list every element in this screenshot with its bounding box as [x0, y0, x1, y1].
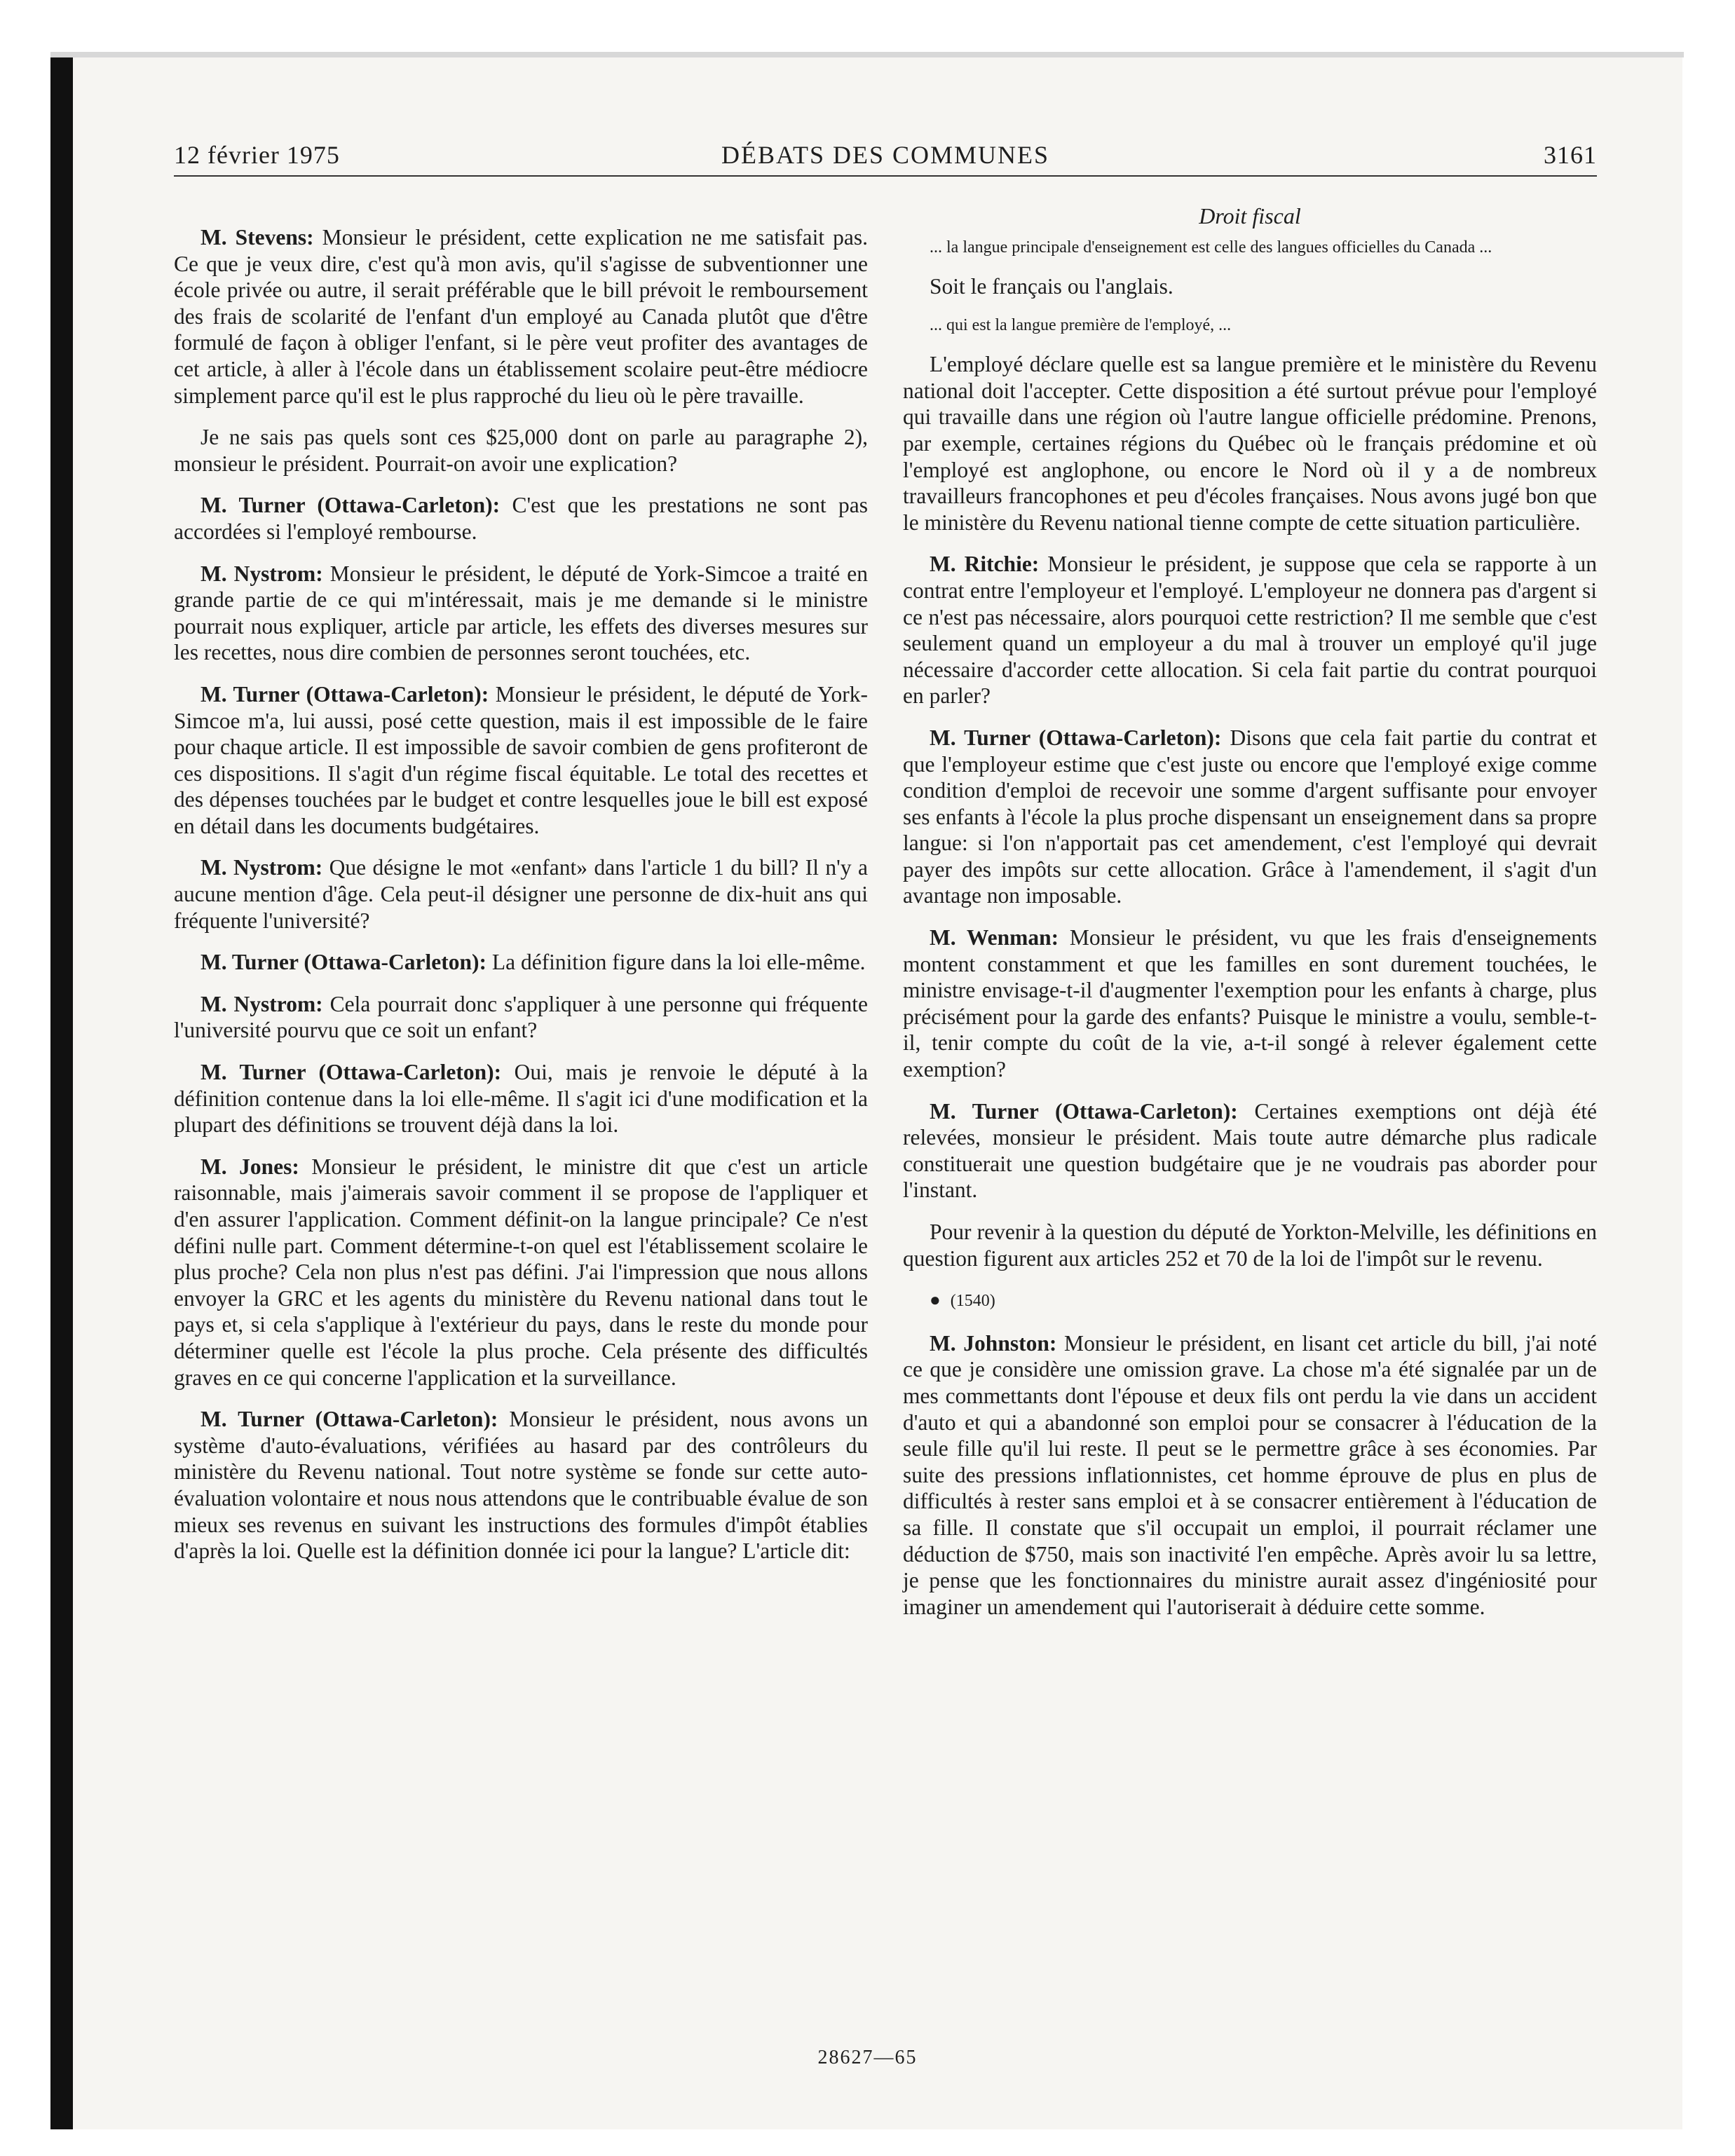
- paragraph: [903, 1330, 1597, 1621]
- paragraph: [174, 854, 868, 934]
- speaker-name: M. Turner (Ottawa-Carleton):: [930, 1098, 1238, 1124]
- paragraph-text: L'employé déclare quelle est sa langue première et le ministère du Revenu national doit l'accepter. Cette disposition a été surtout prévue pour l'employé qui travaille dans une région où l'autre langue officielle prédomine. Prenons, par exemple, certaines régions du Québec où le français prédomine et où l'employé est anglophone, ou encore le Nord où il y a de nombreux travailleurs francophones et peu d'écoles françaises. Nous avons jugé bon que le ministère du Revenu national tienne compte de cette situation particulière.: [903, 352, 1597, 535]
- right-column: [903, 203, 1597, 1635]
- speaker-name: M. Ritchie:: [930, 552, 1040, 577]
- paragraph-text: La définition figure dans la loi elle-même.: [486, 950, 866, 975]
- paragraph: [903, 725, 1597, 909]
- speaker-name: M. Nystrom:: [200, 855, 323, 880]
- speaker-name: M. Turner (Ottawa-Carleton):: [200, 1060, 502, 1085]
- paragraph-text: Monsieur le président, le ministre dit que c'est un article raisonnable, mais j'aimerais savoir comment il se propose de l'appliquer et d'en assurer l'application. Comment définit-on la langue principale? Ce n'est défini nulle part. Comment détermine-t-on quel est l'établissement scolaire le plus proche? Cela non plus n'est pas défini. J'ai l'impression que nous allons envoyer la GRC et les agents du ministère du Revenu national dans tout le pays et, si cela s'applique à l'extérieur du pays, dans le reste du monde pour déterminer quelle est l'école la plus proche. Cela présente des difficultés graves en ce qui concerne l'application et la surveillance.: [174, 1154, 868, 1390]
- paragraph: [174, 991, 868, 1044]
- page-header: [174, 140, 1597, 174]
- paragraph-text: Certaines exemptions ont déjà été relevées, monsieur le président. Mais toute autre démarche plus radicale constituerait une question budgétaire que je ne voudrais pas aborder pour l'instant.: [903, 1098, 1597, 1203]
- paragraph: [174, 1154, 868, 1391]
- paragraph-text: Pour revenir à la question du député de Yorkton-Melville, les définitions en question figurent aux articles 252 et 70 de la loi de l'impôt sur le revenu.: [903, 1220, 1597, 1271]
- paragraph: [174, 492, 868, 545]
- paragraph-text: Oui, mais je renvoie le député à la définition contenue dans la loi elle-même. Il s'agit ici d'une modification et la plupart des définitions se trouvent déjà dans la loi.: [174, 1060, 868, 1138]
- header-title: DÉBATS DES COMMUNES: [721, 141, 1050, 169]
- right-paragraphs-a: [903, 351, 1597, 1271]
- speaker-name: M. Wenman:: [930, 925, 1059, 950]
- paragraph-text: Monsieur le président, nous avons un système d'auto-évaluations, vérifiées au hasard par des contrôleurs du ministère du Revenu national. Tout notre système se fonde sur cette auto-évaluation volontaire et nous nous attendons que le contribuable évalue de son mieux ses revenus en suivant les instructions des formules d'impôt établies d'après la loi. Quelle est la définition donnée ici pour la langue? L'article dit:: [174, 1407, 868, 1564]
- paragraph: [174, 1059, 868, 1138]
- paragraph: [174, 949, 868, 976]
- section-title: Droit fiscal: [1199, 203, 1301, 228]
- speaker-name: M. Turner (Ottawa-Carleton):: [200, 950, 487, 975]
- paragraph-text: Monsieur le président, cette explication ne me satisfait pas. Ce que je veux dire, c'est qu'à mon avis, qu'il s'agisse de subventionner une école privée ou autre, il serait préférable que le bill prévoit le remboursement des frais de scolarité de l'enfant d'un employé au Canada plutôt que d'être formulé de façon à obliger l'enfant, si le père veut profiter des avantages de cet article, à aller à l'école dans un établissement scolaire peut-être médiocre simplement parce qu'il est le plus rapproché du lieu où le père travaille.: [174, 225, 868, 408]
- speaker-name: M. Stevens:: [200, 225, 314, 250]
- bullet-icon: ●: [930, 1290, 941, 1311]
- paragraph-text: Je ne sais pas quels sont ces $25,000 dont on parle au paragraphe 2), monsieur le président. Pourrait-on avoir une explication?: [174, 425, 868, 476]
- header-rule: [174, 175, 1597, 177]
- paragraph: [903, 351, 1597, 535]
- paragraph: [174, 681, 868, 840]
- left-spacer: [174, 203, 868, 224]
- page-footer-code: 28627—65: [817, 2047, 918, 2068]
- paragraph-text: Monsieur le président, le député de York-Simcoe a traité en grande partie de ce qui m'intéressait, mais je me demande si le ministre pourrait nous expliquer, article par article, les effets des diverses mesures sur les recettes, nous dire combien de personnes seront touchées, etc.: [174, 561, 868, 665]
- paragraph-text: Que désigne le mot «enfant» dans l'article 1 du bill? Il n'y a aucune mention d'âge. Cela peut-il désigner une personne de dix-huit ans qui fréquente l'université?: [174, 855, 868, 933]
- paragraph-text: C'est que les prestations ne sont pas accordées si l'employé rembourse.: [174, 493, 869, 544]
- paragraph: [174, 561, 868, 666]
- speaker-name: M. Turner (Ottawa-Carleton):: [930, 725, 1222, 750]
- speaker-name: M. Johnston:: [930, 1330, 1057, 1356]
- paragraph-text: Monsieur le président, je suppose que cela se rapporte à un contrat entre l'employeur et l'employé. L'employeur ne donnera pas d'argent si ce n'est pas nécessaire, alors pourquoi cette restriction? Il me semble que c'est seulement quand un employeur a du mal à trouver un employé qu'il juge nécessaire d'accorder cette allocation. Si cela fait partie du contrat pourquoi en parler?: [903, 552, 1597, 709]
- paragraph: [174, 224, 868, 409]
- time-marker: [903, 1287, 1597, 1315]
- scan-edge-left: [50, 52, 73, 2129]
- right-paragraphs-b: [903, 1330, 1597, 1621]
- paragraph: [903, 1098, 1597, 1203]
- paragraph-line-1: Soit le français ou l'anglais.: [930, 273, 1173, 299]
- speaker-name: M. Nystrom:: [200, 991, 323, 1016]
- paragraph-text: Monsieur le président, en lisant cet article du bill, j'ai noté ce que je considère une omission grave. La chose m'a été signalée par un de mes commettants dont l'épouse et deux fils ont perdu la vie dans un accident d'auto et qui a abandonné son emploi pour se consacrer à l'éducation de la seule fille qu'il lui reste. Il peut se le permettre grâce à ses économies. Par suite des pressions inflationnistes, cet homme éprouve de plus en plus de difficultés à rester sans emploi et à se consacrer entièrement à l'éducation de sa fille. Il constate que s'il occupait un emploi, il pourrait réclamer une déduction de $750, mais son inactivité l'en empêche. Après avoir lu sa lettre, je pense que les fonctionnaires du ministre aurait assez d'ingéniosité pour imaginer un amendement qui l'autoriserait à déduire cette somme.: [903, 1330, 1598, 1619]
- paragraph-text: Disons que cela fait partie du contrat et que l'employeur estime que c'est juste ou encore que l'employé exige comme condition d'emploi de recevoir une somme d'argent suffisante pour envoyer ses enfants à l'école la plus proche dispensant un enseignement dans sa propre langue: si l'on n'apportait pas cet amendement, c'est l'employé qui devrait payer des impôts sur cette allocation. Grâce à l'amendement, il s'agit d'un avantage non imposable.: [903, 725, 1597, 908]
- speaker-name: M. Turner (Ottawa-Carleton):: [200, 1407, 498, 1432]
- paragraph: [903, 1219, 1597, 1271]
- quote-2: ... qui est la langue première de l'employé, ...: [930, 316, 1232, 335]
- header-page-number: 3161: [1544, 141, 1597, 169]
- speaker-name: M. Nystrom:: [200, 561, 323, 586]
- paragraph: [903, 551, 1597, 709]
- paragraph: [174, 1406, 868, 1564]
- speaker-name: M. Jones:: [200, 1154, 299, 1179]
- speaker-name: M. Turner (Ottawa-Carleton):: [200, 493, 501, 518]
- header-date: 12 février 1975: [174, 141, 340, 169]
- quote-1: ... la langue principale d'enseignement est celle des langues officielles du Canada ...: [930, 238, 1492, 257]
- paragraph: [174, 424, 868, 477]
- scan-edge-top: [50, 52, 1684, 57]
- left-column: [174, 203, 868, 1580]
- speaker-name: M. Turner (Ottawa-Carleton):: [200, 681, 489, 707]
- paragraph-text: Monsieur le président, le député de York-Simcoe m'a, lui aussi, posé cette question, mais il est impossible de le faire pour chaque article. Il est impossible de savoir combien de gens profiteront de ces dispositions. Il s'agit d'un régime fiscal équitable. Le total des recettes et des dépenses touchées par le budget et contre lesquelles joue le bill est exposé en détail dans les documents budgétaires.: [174, 681, 868, 838]
- paragraph: [903, 925, 1597, 1083]
- paragraph-text: Monsieur le président, vu que les frais d'enseignements montent constamment et que les familles en sont durement touchées, le ministre envisage-t-il d'augmenter l'exemption pour les enfants à charge, plus précisément pour la garde des enfants? Puisque le ministre a voulu, semble-t-il, tenir compte du coût de la vie, a-t-il songé à relever également cette exemption?: [903, 925, 1597, 1082]
- time-marker-text: (1540): [950, 1292, 995, 1311]
- paragraph-text: Cela pourrait donc s'appliquer à une personne qui fréquente l'université pourvu que ce soit un enfant?: [174, 991, 868, 1043]
